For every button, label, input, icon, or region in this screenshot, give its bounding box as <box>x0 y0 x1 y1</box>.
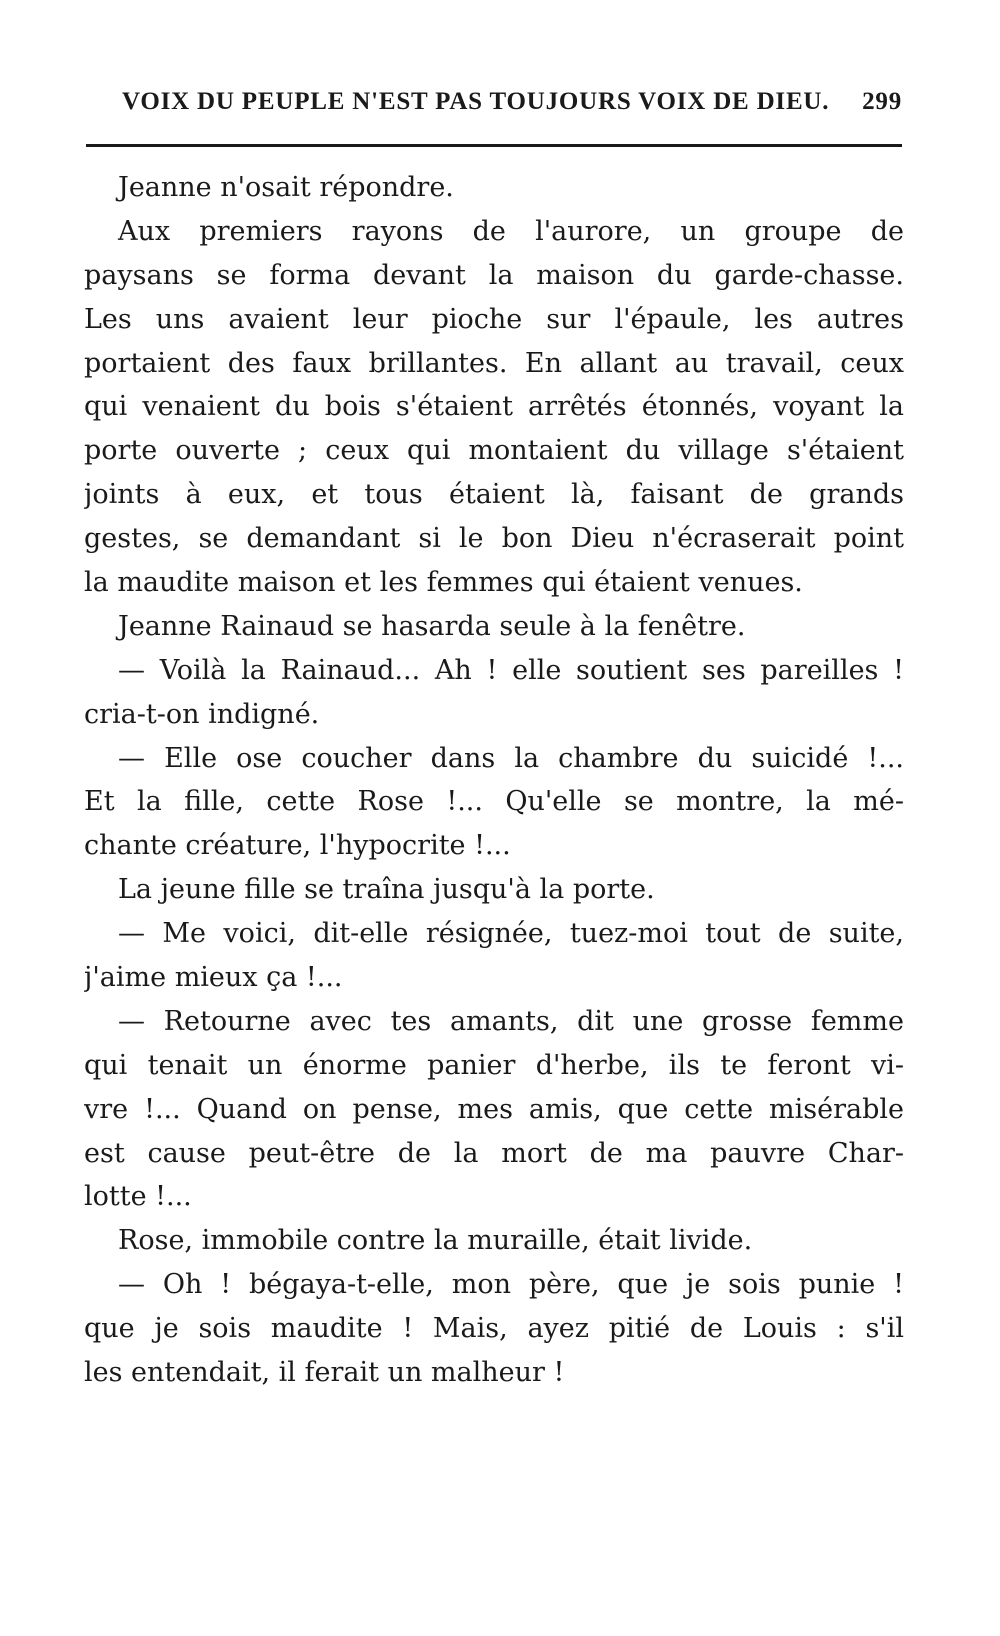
text-line: porte ouverte ; ceux qui montaient du village s'étaient <box>84 435 904 467</box>
body-text <box>84 166 904 1395</box>
text-line: — Me voici, dit-elle résignée, tuez-moi tout de suite, <box>118 918 904 950</box>
text-line: chante créature, l'hypocrite !... <box>84 830 511 862</box>
text-line: portaient des faux brillantes. En allant au travail, ceux <box>84 347 904 379</box>
text-line: Et la fille, cette Rose !... Qu'elle se montre, la mé- <box>84 786 904 818</box>
header-rule <box>86 144 902 147</box>
running-title: VOIX DU PEUPLE N'EST PAS TOUJOURS VOIX DE DIEU. <box>122 88 830 115</box>
text-line: paysans se forma devant la maison du garde-chasse. <box>84 259 904 291</box>
text-line: — Retourne avec tes amants, dit une grosse femme <box>118 1005 904 1037</box>
text-line: j'aime mieux ça !... <box>84 962 343 994</box>
text-line: qui venaient du bois s'étaient arrêtés étonnés, voyant la <box>84 391 904 423</box>
page-number: 299 <box>862 88 902 115</box>
text-line: Les uns avaient leur pioche sur l'épaule, les autres <box>84 303 904 335</box>
text-line: Rose, immobile contre la muraille, était livide. <box>118 1225 753 1257</box>
text-line: vre !... Quand on pense, mes amis, que cette misérable <box>84 1093 904 1125</box>
text-line: Jeanne n'osait répondre. <box>118 172 454 203</box>
text-line: joints à eux, et tous étaient là, faisant de grands <box>84 479 904 511</box>
text-line: lotte !... <box>84 1181 192 1213</box>
text-line: que je sois maudite ! Mais, ayez pitié de Louis : s'il <box>84 1313 904 1345</box>
text-line: Aux premiers rayons de l'aurore, un groupe de <box>118 215 904 247</box>
text-line: la maudite maison et les femmes qui étaient venues. <box>84 567 803 599</box>
text-line: qui tenait un énorme panier d'herbe, ils te feront vi- <box>84 1049 904 1081</box>
text-line: — Voilà la Rainaud... Ah ! elle soutient ses pareilles ! <box>118 654 904 686</box>
text-line: — Elle ose coucher dans la chambre du suicidé !... <box>118 742 904 774</box>
running-head <box>122 88 902 128</box>
text-line: gestes, se demandant si le bon Dieu n'écraserait point <box>84 523 904 555</box>
text-line: — Oh ! bégaya-t-elle, mon père, que je sois punie ! <box>118 1269 904 1301</box>
text-line: cria-t-on indigné. <box>84 698 320 730</box>
text-line: les entendait, il ferait un malheur ! <box>84 1357 565 1389</box>
text-line: est cause peut-être de la mort de ma pauvre Char- <box>84 1137 904 1169</box>
text-line: Jeanne Rainaud se hasarda seule à la fenêtre. <box>118 610 746 642</box>
text-line: La jeune fille se traîna jusqu'à la porte. <box>118 874 655 906</box>
